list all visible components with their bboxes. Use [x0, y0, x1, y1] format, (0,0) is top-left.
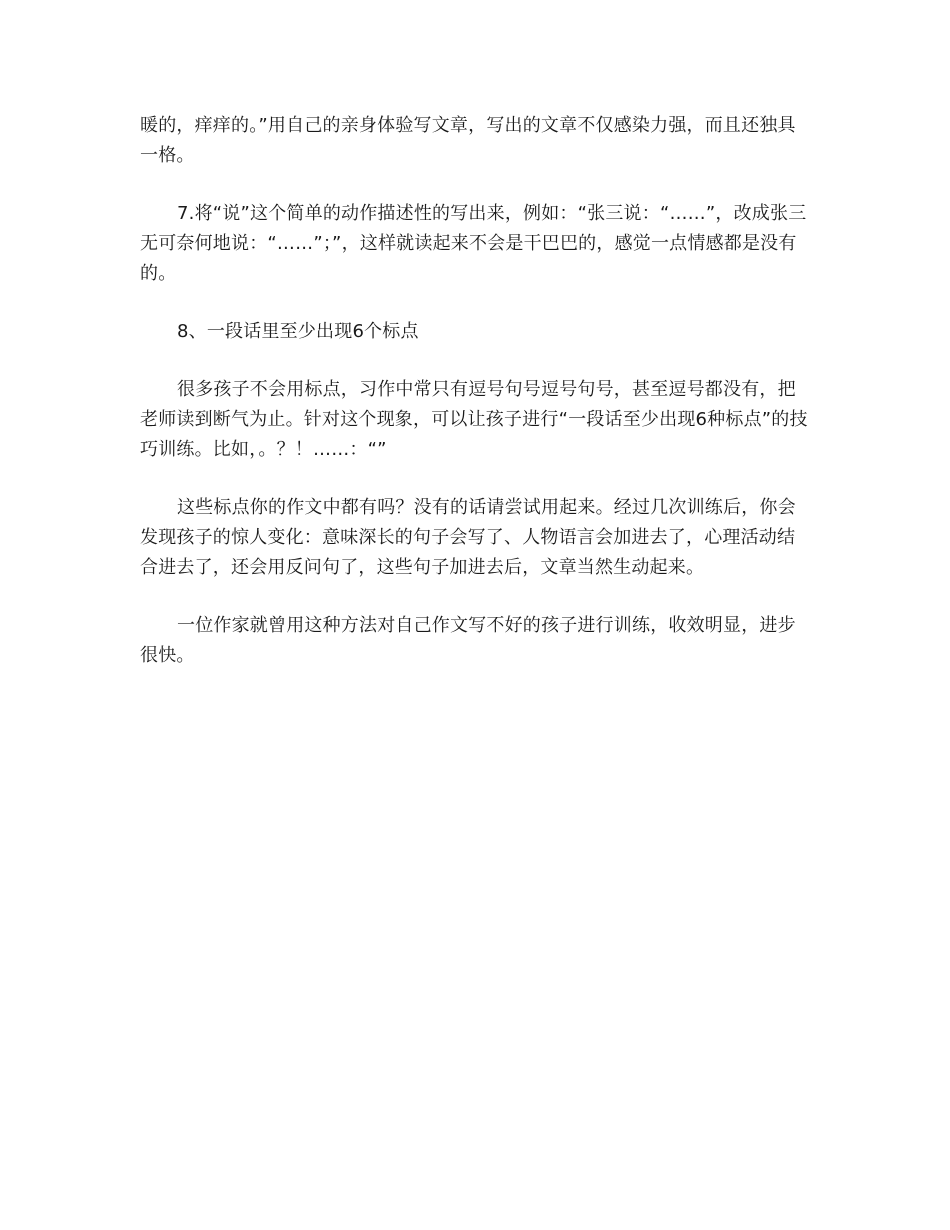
section-heading: 8、一段话里至少出现6个标点: [177, 321, 419, 342]
document-body: [140, 111, 812, 699]
paragraph-1: 暖的，痒痒的。”用自己的亲身体验写文章，写出的文章不仅感染力强，而且还独具一格。: [140, 115, 796, 166]
paragraph-4: 这些标点你的作文中都有吗？没有的话请尝试用起来。经过几次训练后，你会发现孩子的惊人变化：意味深长的句子会写了、人物语言会加进去了，心理活动结合进去了，还会用反问句了，这些句子加进去后，文章当然生动起来。: [140, 497, 796, 578]
paragraph-2: 7.将“说”这个简单的动作描述性的写出来，例如：“张三说：“……”，改成张三无可奈何地说：“……”；”，这样就读起来不会是干巴巴的，感觉一点情感都是没有的。: [140, 203, 807, 284]
paragraph-3: 很多孩子不会用标点，习作中常只有逗号句号逗号句号，甚至逗号都没有，把老师读到断气为止。针对这个现象，可以让孩子进行“一段话至少出现6种标点”的技巧训练。比如，。？！……：“”: [140, 379, 808, 460]
paragraph-5: 一位作家就曾用这种方法对自己作文写不好的孩子进行训练，收效明显，进步很快。: [140, 615, 796, 666]
